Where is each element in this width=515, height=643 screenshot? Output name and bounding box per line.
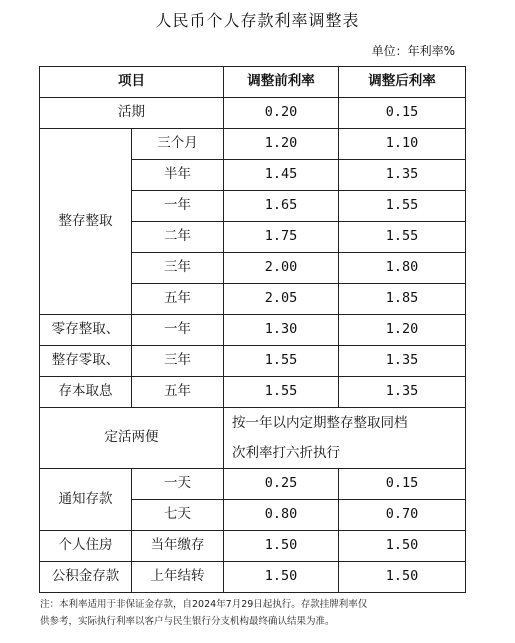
rate-after: 1.10 [339,129,466,160]
footnote-line-2: 供参考，实际执行利率以客户与民生银行分支机构最终确认结果为准。 [40,616,335,627]
rate-after: 1.50 [339,531,466,562]
flexible-label: 定活两便 [40,408,224,469]
rate-after: 1.85 [339,284,466,315]
term-label: 一年 [132,191,224,222]
term-label: 五年 [132,377,224,408]
rate-before: 1.50 [224,562,339,593]
demand-label: 活期 [40,98,224,129]
fixed-label: 整存整取 [40,129,132,315]
table-row [40,129,466,160]
term-label: 当年缴存 [132,531,224,562]
rate-after: 0.15 [339,98,466,129]
header-after: 调整后利率 [339,67,466,98]
rate-after: 0.15 [339,469,466,500]
rate-after: 1.50 [339,562,466,593]
flexible-rule-line-2: 次利率打六折执行 [224,438,466,469]
table-row [40,346,466,377]
rate-before: 2.05 [224,284,339,315]
table-row [40,531,466,562]
rate-after: 1.20 [339,315,466,346]
rate-before: 1.45 [224,160,339,191]
footnote [40,596,470,630]
term-label: 三年 [132,253,224,284]
table-row [40,469,466,500]
rate-before: 1.20 [224,129,339,160]
term-label: 一年 [132,315,224,346]
term-label: 一天 [132,469,224,500]
rate-before: 0.80 [224,500,339,531]
table-row [40,98,466,129]
rate-after: 1.55 [339,191,466,222]
rate-before: 1.55 [224,346,339,377]
rate-before: 1.50 [224,531,339,562]
rate-before: 1.65 [224,191,339,222]
rate-before: 0.25 [224,469,339,500]
term-label: 三个月 [132,129,224,160]
footnote-line-1: 注：本利率适用于非保证金存款，自2024年7月29日起执行。存款挂牌利率仅 [40,599,368,610]
table-row [40,377,466,408]
rate-after: 0.70 [339,500,466,531]
rate-table [39,66,466,593]
header-item: 项目 [40,67,224,98]
installment-label-line-3: 存本取息 [40,377,132,408]
installment-label-line-2: 整存零取、 [40,346,132,377]
table-row [40,562,466,593]
page-title: 人民币个人存款利率调整表 [155,11,360,30]
rate-before: 1.75 [224,222,339,253]
housing-label-line-2: 公积金存款 [40,562,132,593]
rate-after: 1.55 [339,222,466,253]
header-row [40,67,466,98]
unit-label: 单位：年利率% [371,44,455,58]
rate-after: 1.35 [339,346,466,377]
table-row [40,315,466,346]
table-row [40,408,466,439]
term-label: 五年 [132,284,224,315]
header-before: 调整前利率 [224,67,339,98]
term-label: 二年 [132,222,224,253]
term-label: 半年 [132,160,224,191]
installment-label-line-1: 零存整取、 [40,315,132,346]
notice-label: 通知存款 [40,469,132,531]
rate-after: 1.35 [339,377,466,408]
rate-before: 1.30 [224,315,339,346]
term-label: 上年结转 [132,562,224,593]
rate-before: 2.00 [224,253,339,284]
term-label: 七天 [132,500,224,531]
rate-after: 1.80 [339,253,466,284]
rate-before: 1.55 [224,377,339,408]
rate-after: 1.35 [339,160,466,191]
term-label: 三年 [132,346,224,377]
housing-label-line-1: 个人住房 [40,531,132,562]
rate-before: 0.20 [224,98,339,129]
flexible-rule-line-1: 按一年以内定期整存整取同档 [224,408,466,439]
